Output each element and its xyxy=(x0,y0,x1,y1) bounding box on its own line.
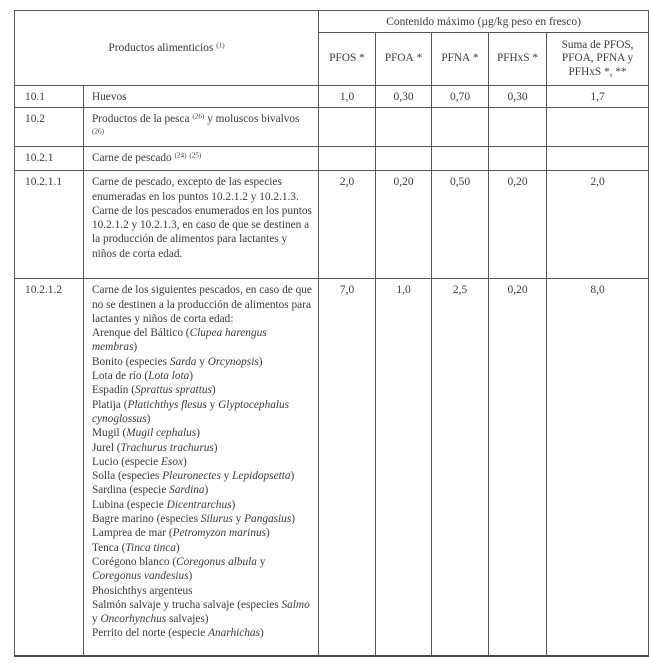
description-line: Solla (especies Pleuronectes y Lepidopsetta) xyxy=(92,470,295,483)
products-header-label: Productos alimenticios xyxy=(108,42,214,54)
row-value: 2,0 xyxy=(547,171,649,279)
description-line: Lucio (especie Esox) xyxy=(92,455,187,468)
description-line: Bonito (especies Sarda y Orcynopsis) xyxy=(92,355,263,368)
row-description xyxy=(84,147,319,171)
row-value: 0,20 xyxy=(489,279,547,656)
row-id: 10.2.1.2 xyxy=(15,279,84,656)
table-row xyxy=(15,171,649,279)
description-line: Jurel (Trachurus trachurus) xyxy=(92,441,218,454)
description-line: Sardina (especie Sardina) xyxy=(92,484,209,497)
description-line: Bagre marino (especies Silurus y Pangasius) xyxy=(92,513,295,526)
row-description xyxy=(84,108,319,147)
column-header: PFNA * xyxy=(432,33,489,86)
row-value xyxy=(489,108,547,147)
row-value xyxy=(432,147,489,171)
description-line: Corégono blanco (Coregonus albula y Coregonus vandesius) xyxy=(92,555,266,583)
description-line: Carne de los pescados enumerados en los puntos 10.2.1.2 y 10.2.1.3, en caso de que se destinen a la producción de alimentos para lactantes y niños de corta edad. xyxy=(92,204,312,260)
row-id: 10.2 xyxy=(15,108,84,147)
row-value: 0,20 xyxy=(376,171,432,279)
description-line: Phosichthys argenteus xyxy=(92,584,193,597)
row-value: 7,0 xyxy=(319,279,376,656)
row-value xyxy=(376,147,432,171)
column-header: PFOS * xyxy=(319,33,376,86)
row-id: 10.1 xyxy=(15,86,84,108)
description-line: Tenca (Tinca tinca) xyxy=(92,541,180,554)
description-line: Mugil (Mugil cephalus) xyxy=(92,427,200,440)
row-description xyxy=(84,171,319,279)
description-line: Arenque del Báltico (Clupea harengus membras) xyxy=(92,327,267,354)
row-value: 0,20 xyxy=(489,171,547,279)
row-value: 0,30 xyxy=(489,86,547,108)
row-value xyxy=(432,108,489,147)
row-value xyxy=(547,147,649,171)
row-value: 8,0 xyxy=(547,279,649,656)
row-value: 1,0 xyxy=(376,279,432,656)
description-line: Lamprea de mar (Petromyzon marinus) xyxy=(92,527,270,540)
row-value: 1,7 xyxy=(547,86,649,108)
row-value: 0,70 xyxy=(432,86,489,108)
max-content-group-header: Contenido máximo (µg/kg peso en fresco) xyxy=(319,11,649,33)
description-line: Huevos xyxy=(92,91,127,103)
table-row xyxy=(15,86,649,108)
description-line: Lubina (especie Dicentrarchus) xyxy=(92,498,236,511)
description-line: Espadín (Sprattus sprattus) xyxy=(92,384,216,397)
row-value xyxy=(319,147,376,171)
description-line: Platija (Platichthys flesus y Glyptocephalus cynoglossus) xyxy=(92,398,290,425)
description-line: Salmón salvaje y trucha salvaje (especies Salmo y Oncorhynchus salvajes) xyxy=(92,598,310,626)
table-row xyxy=(15,108,649,147)
table-row xyxy=(15,147,649,171)
row-value xyxy=(547,108,649,147)
row-description xyxy=(84,86,319,108)
header-row-top xyxy=(15,11,649,33)
products-column-header xyxy=(15,11,319,86)
column-header: PFHxS * xyxy=(489,33,547,86)
row-value: 0,30 xyxy=(376,86,432,108)
row-value: 2,5 xyxy=(432,279,489,656)
description-line: Perrito del norte (especie Anarhichas) xyxy=(92,627,264,640)
row-id: 10.2.1 xyxy=(15,147,84,171)
column-header: Suma de PFOS, PFOA, PFNA y PFHxS *, ** xyxy=(547,33,649,86)
table-row xyxy=(15,279,649,656)
description-line: Lota de río (Lota lota) xyxy=(92,370,194,383)
row-value xyxy=(319,108,376,147)
description-line: Productos de la pesca $^{(26)}$ y moluscos bivalvos $^{(26)}$ xyxy=(92,112,300,136)
row-description xyxy=(84,279,319,656)
row-value: 1,0 xyxy=(319,86,376,108)
row-value xyxy=(376,108,432,147)
row-id: 10.2.1.1 xyxy=(15,171,84,279)
row-value xyxy=(489,147,547,171)
row-value: 0,50 xyxy=(432,171,489,279)
description-line: Carne de los siguientes pescados, en caso de que no se destinen a la producción de alimentos para lactantes y niños de corta edad: xyxy=(92,284,312,325)
column-header: PFOA * xyxy=(376,33,432,86)
row-value: 2,0 xyxy=(319,171,376,279)
description-line: Carne de pescado, excepto de las especies enumeradas en los puntos 10.2.1.2 y 10.2.1.3. xyxy=(92,176,299,203)
description-line: Carne de pescado $^{(24)}$ $^{(25)}$ xyxy=(92,151,202,165)
products-header-footnote: (1) xyxy=(216,41,225,50)
max-content-table xyxy=(14,10,649,657)
